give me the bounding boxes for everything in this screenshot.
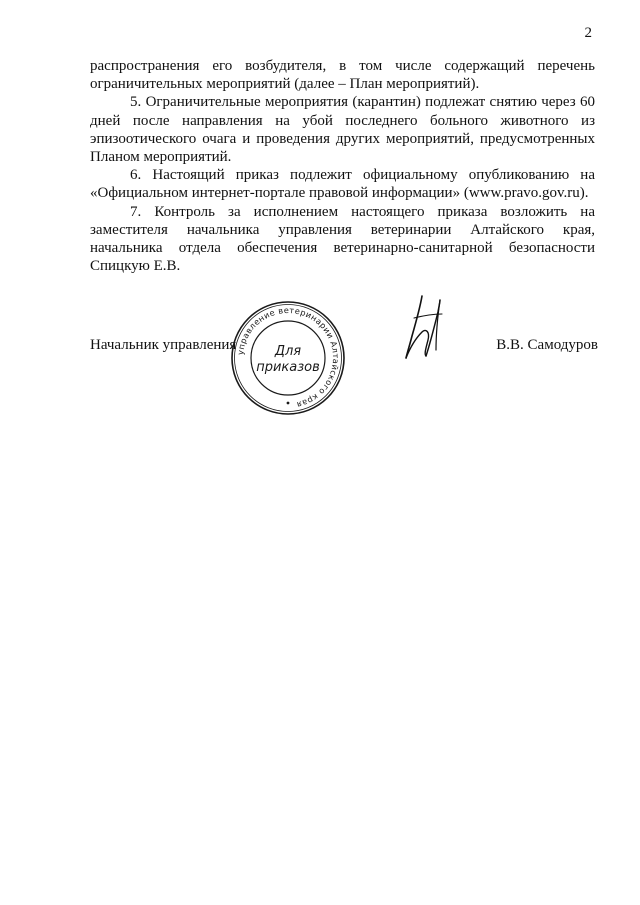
paragraph-continued: распространения его возбудителя, в том числе содержащий перечень ограничительных мероприятий (далее – План мероприятий). (90, 58, 595, 93)
stamp-center-line-2: приказов (256, 360, 320, 375)
page-number: 2 (584, 25, 592, 41)
document-body (90, 57, 595, 275)
official-stamp (230, 300, 346, 416)
stamp-ring-text: управление ветеринарии Алтайского края (235, 304, 342, 411)
stamp-center-line-1: Для (274, 344, 302, 359)
handwritten-signature (396, 292, 456, 364)
position-title: Начальник управления (90, 337, 237, 353)
signatory-name: В.В. Самодуров (496, 337, 598, 353)
stamp-dot (287, 402, 290, 405)
paragraph-6: 6. Настоящий приказ подлежит официальному опубликованию на «Официальном интернет-портале правовой информации» (www.pravo.gov.ru). (90, 167, 595, 202)
paragraph-7: 7. Контроль за исполнением настоящего приказа возложить на заместителя начальника управления ветеринарии Алтайского края, начальника отдела обеспечения ветеринарно-санитарной безопасности Спицкую Е.В. (90, 203, 595, 275)
paragraph-5: 5. Ограничительные мероприятия (карантин) подлежат снятию через 60 дней после направления на убой последнего больного животного из эпизоотического очага и проведения других мероприятий, предусмотренных Планом мероприятий. (90, 94, 595, 166)
